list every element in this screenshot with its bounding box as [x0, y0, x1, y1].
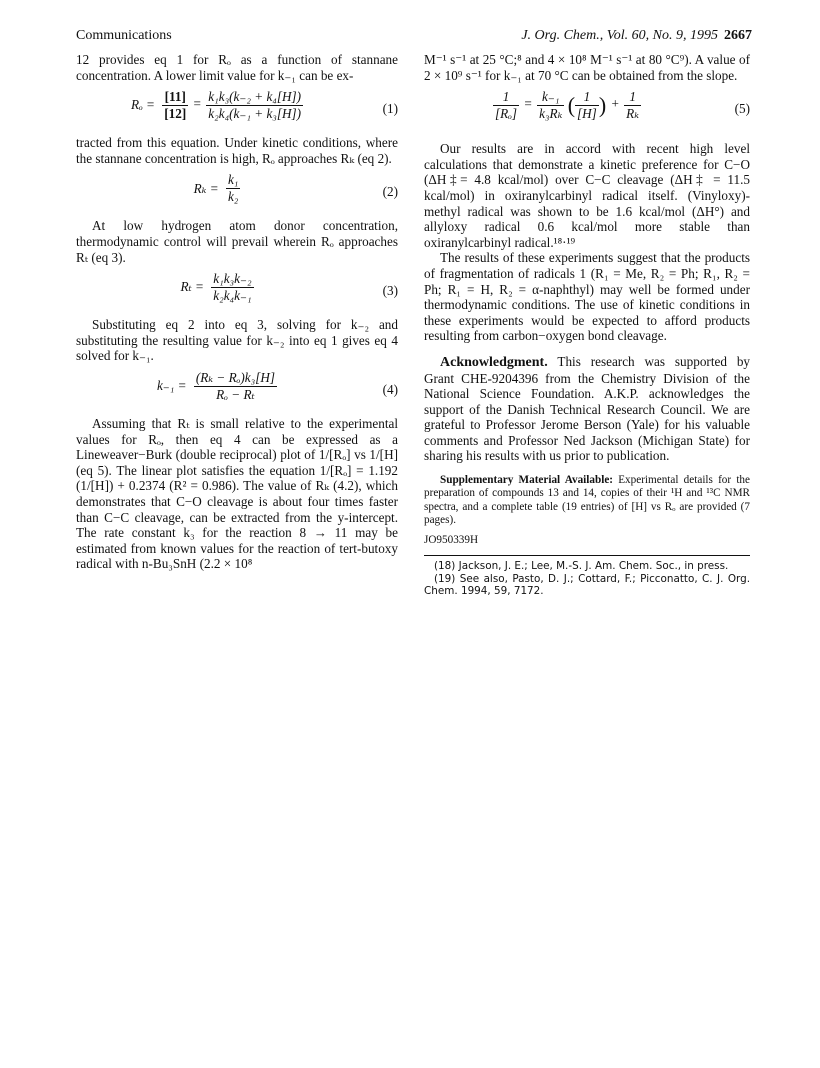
eq-lhs: k₋₁ = [156, 378, 187, 394]
paragraph: 12 provides eq 1 for Rₒ as a function of stannane concentration. A lower limit value for k₋₁ can be ex- [76, 52, 398, 83]
eq-denominator: Rₖ [626, 105, 640, 121]
eq-denominator: [H] [577, 105, 597, 121]
eq-numerator: 1 [624, 89, 641, 106]
eq-numerator: k₁ [227, 172, 239, 188]
equation-5: $\frac{1}{\text{[Rₒ]}}$ = $\frac{\text{k₋₁}}{\text{k₃Rₖ}}$ ( $\frac{1}{[H]}$ ) + $\frac{1}{\text{Rₖ}}$ (5) [494, 89, 750, 121]
supplementary-material [424, 474, 750, 528]
paragraph: At low hydrogen atom donor concentration, thermodynamic control will prevail wherein Rₒ approaches Rₜ (eq 3). [76, 218, 398, 265]
paragraph: Substituting eq 2 into eq 3, solving for k₋₂ and substituting the resulting value for k₋₂ into eq 1 gives eq 4 solved for k₋₁. [76, 317, 398, 364]
reference-item: (19) See also, Pasto, D. J.; Cottard, F.; Picconatto, C. J. Org. Chem. 1994, 59, 7172. [424, 572, 750, 598]
manuscript-code: JO950339H [424, 533, 479, 546]
eq-numerator: 1 [493, 89, 519, 106]
paragraph: Our results are in accord with recent high level calculations that demonstrate a kinetic preference for C−O (ΔH‡= 4.8 kcal/mol) over C−C cleavage (ΔH‡ = 11.5 kcal/mol) in oxiranylcarbinyl radical itself. (Vinyloxy)-methyl radical was shown to be 1.6 kcal/mol (ΔH°) and allyloxy radical 0.6 kcal/mol more stable than oxiranylcarbinyl radical.¹⁸·¹⁹ [424, 141, 750, 250]
paragraph: M⁻¹ s⁻¹ at 25 °C;⁸ and 4 × 10⁸ M⁻¹ s⁻¹ at 80 °C⁹). A value of 2 × 10⁹ s⁻¹ for k₋₁ at 70 °C can be obtained from the slope. [424, 52, 750, 83]
paragraph: The results of these experiments suggest that the products of fragmentation of radicals 1 (R₁ = Me, R₂ = Ph; R₁, R₂ = Ph; R₁ = H, R₂ = α-naphthyl) may well be formed under thermodynamic conditions. The use of kinetic conditions in these experiments would be expected to afford products resulting from carbon−oxygen bond cleavage. [424, 250, 750, 344]
equation-number: (5) [734, 101, 750, 117]
right-column [424, 52, 750, 598]
acknowledgment-text: This research was supported by Grant CHE-9204396 from the Chemistry Division of the National Science Foundation. A.K.P. acknowledges the support of the Danish Technical Research Council. We are grateful to Professor Jerome Berson (Yale) for his valuable comments and Professor Ned Jackson (Michigan State) for sharing his results with us prior to publication. [424, 353, 751, 464]
eq-denominator: k₂ [227, 188, 239, 204]
supplementary-heading: Supplementary Material Available: [440, 474, 614, 487]
journal-citation [521, 28, 752, 44]
eq-denominator: [Rₒ] [494, 105, 518, 121]
equation-2 [76, 172, 398, 212]
eq-numerator: k₁k₃k₋₂ [213, 271, 252, 287]
journal-name: J. Org. Chem., Vol. 60, No. 9, 1995 [521, 28, 718, 43]
eq-fraction [206, 89, 303, 121]
eq-fraction [194, 370, 277, 402]
paragraph: tracted from this equation. Under kinetic conditions, where the stannane concentration is high, Rₒ approaches Rₖ (eq 2). [76, 135, 398, 166]
eq-numerator: k₁k₃(k₋₂ + k₄[H]) [208, 89, 302, 105]
eq-fraction [226, 172, 240, 204]
page-number: 2667 [724, 28, 752, 43]
eq-fraction [537, 89, 564, 121]
equation-4 [76, 370, 398, 410]
eq-numerator: [11] [162, 89, 188, 106]
running-header [76, 28, 752, 48]
eq-numerator: (Rₖ − Rₒ)k₃[H] [195, 369, 276, 385]
eq-fraction [493, 89, 519, 121]
eq-denominator: k₂k₄k₋₁ [213, 287, 252, 303]
paragraph: Assuming that Rₜ is small relative to the experimental values for Rₒ, then eq 4 can be expressed as a Lineweaver−Burk (double reciprocal) plot of 1/[Rₒ] vs 1/[H] (eq 5). The linear plot satisfies the equation 1/[Rₒ] = 1.192 (1/[H]) + 0.2374 (R² = 0.986). The value of Rₖ (4.2), which demonstrates that C−O cleavage is about four times faster than C−C cleavage, can be extracted from the y-intercept. The rate constant k₃ for the reaction 8 → 11 may be estimated from known values for the reaction of tert-butoxy radical with n-Bu₃SnH (2.2 × 10⁸ [76, 415, 398, 572]
reference-item: (18) Jackson, J. E.; Lee, M.-S. J. Am. Chem. Soc., in press. [434, 560, 729, 573]
equation-3 [76, 271, 398, 311]
eq-denominator: [12] [164, 105, 187, 121]
acknowledgment [424, 354, 750, 464]
section-label: Communications [76, 28, 172, 43]
equation-1: Rₒ = $\frac{[11]}{[12]}$ = $\frac{\text{k₁k₃(k₋₂ + k₄[H])}}{\text{k₂k₄(k₋₁ + k₃[H])}}$ (1) [130, 89, 398, 121]
eq-lhs: Rₜ = [180, 279, 204, 295]
references [424, 555, 750, 598]
eq-fraction [575, 89, 599, 121]
eq-fraction [211, 271, 253, 303]
equation-number: (2) [382, 184, 398, 200]
eq-fraction [162, 89, 188, 121]
supplementary-text: Experimental details for the preparation of compounds 13 and 14, copies of their ¹H and ¹³C NMR spectra, and a complete table (19 entries) of [H] vs Rₒ are provided (7 pages). [424, 474, 750, 527]
eq-lhs: Rₖ = [193, 180, 219, 196]
eq-denominator: k₃Rₖ [539, 105, 563, 121]
eq-lhs: Rₒ = [130, 97, 155, 113]
equation-number: (1) [382, 101, 398, 117]
equation-number: (3) [382, 283, 398, 299]
eq-numerator: k₋₁ [537, 89, 564, 106]
eq-denominator: Rₒ − Rₜ [216, 386, 255, 402]
left-column [76, 52, 398, 572]
eq-fraction [624, 89, 641, 121]
equation-number: (4) [382, 381, 398, 397]
eq-denominator: k₂k₄(k₋₁ + k₃[H]) [208, 105, 302, 121]
acknowledgment-heading: Acknowledgment. [440, 354, 548, 370]
eq-numerator: 1 [575, 89, 599, 106]
